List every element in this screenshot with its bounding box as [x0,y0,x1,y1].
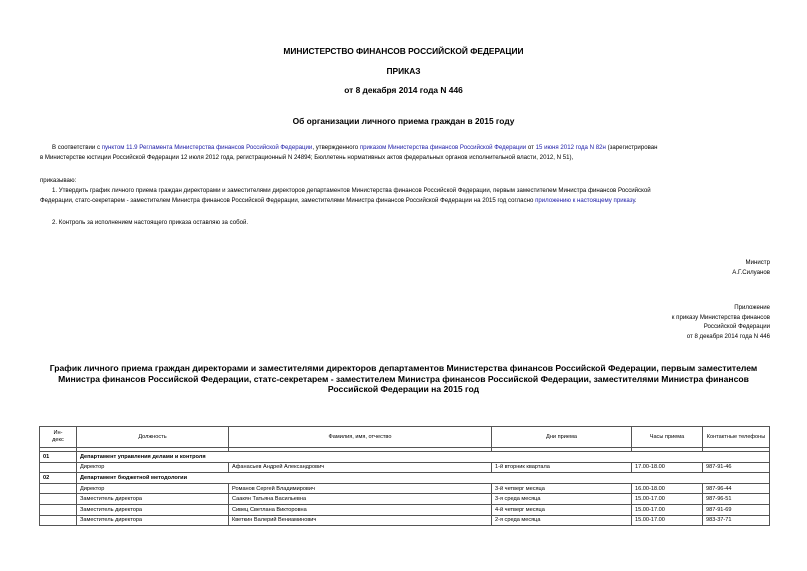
preamble-text: (зарегистрирован [605,144,658,151]
order-date-link[interactable]: 15 июня 2012 года N 82н [535,144,606,151]
cell-phone: 987-91-46 [703,462,770,473]
dept-index: 01 [40,452,77,463]
preamble-text: В соответствии с [52,144,102,151]
col-index-header: Ин- декс [40,427,77,448]
col-hours-header: Часы приема [632,427,703,448]
cell-phone: 987-91-69 [703,504,770,515]
schedule-table [39,426,770,526]
schedule-title [40,363,767,395]
col-phone-header: Контактные телефоны [703,427,770,448]
preamble-text: , утвержденного [312,144,360,151]
cell-hours: 15.00-17.00 [632,515,703,526]
cell-position: Директор [77,462,229,473]
cell-position: Директор [77,483,229,494]
cell-hours: 15.00-17.00 [632,504,703,515]
doc-date-number: от 8 декабря 2014 года N 446 [344,85,463,95]
doc-type: ПРИКАЗ [386,66,421,76]
cell-index [40,504,77,515]
col-days-header: Дни приема [492,427,632,448]
order-item-1-end: . [634,196,637,204]
order-item-1 [40,186,780,205]
table-row-dept [40,473,770,484]
order-link[interactable]: приказом Министерства финансов Российской Федерации [359,144,527,151]
schedule-title-line: Министра финансов Российской Федерации, статс-секретарем - заместителем Министра финансов Российской Федерации, заместителями Министра финансов [58,373,749,384]
cell-days: 4-й четверг месяца [492,504,632,515]
doc-subject: Об организации личного приема граждан в 2015 году [292,116,515,126]
cell-fio: Афанасьев Андрей Александрович [229,462,492,473]
table-row [40,504,770,515]
signature-name: А.Г.Силуанов [732,268,770,276]
appendix-note-line: Российской Федерации [703,323,770,331]
order-item-1-line1: 1. Утвердить график личного приема граждан директорами и заместителями директоров департаментов Министерства финансов Российской Федерации, первым заместителем Министра финансов Российской [52,187,651,194]
cell-phone: 987-96-51 [703,494,770,505]
preamble-line2: в Министерстве юстиции Российской Федерации 12 июля 2012 года, регистрационный N 24894; Бюллетень нормативных актов федеральных органов исполнительной власти, 2012, N 51), [40,153,574,161]
appendix-link[interactable]: приложению к настоящему приказу [535,196,635,204]
table-row [40,494,770,505]
cell-fio: Романов Сергей Владимирович [229,483,492,494]
table-header-row [40,427,770,448]
preamble-text: от [526,144,536,151]
col-position-header: Должность [77,427,229,448]
cell-position: Заместитель директора [77,515,229,526]
cell-days: 2-я среда месяца [492,515,632,526]
appendix-note [672,303,770,341]
cell-hours: 15.00-17.00 [632,494,703,505]
cell-hours: 16.00-18.00 [632,483,703,494]
table-row [40,515,770,526]
dept-index: 02 [40,473,77,484]
cell-hours: 17.00-18.00 [632,462,703,473]
table-row-dept [40,452,770,463]
cell-index [40,494,77,505]
dept-name: Департамент управления делами и контроля [77,452,770,463]
cell-fio: Сивец Светлана Викторовна [229,504,492,515]
regulation-link[interactable]: пунктом 11.9 Регламента Министерства финансов Российской Федерации [101,144,313,151]
table-row [40,462,770,473]
cell-position: Заместитель директора [77,494,229,505]
cell-position: Заместитель директора [77,504,229,515]
ministry-title: МИНИСТЕРСТВО ФИНАНСОВ РОССИЙСКОЙ ФЕДЕРАЦИИ [283,46,524,56]
cell-fio: Кветкин Валерий Вениаминович [229,515,492,526]
preamble [40,143,780,162]
signature-title: Министр [745,259,770,266]
order-item-2: 2. Контроль за исполнением настоящего приказа оставляю за собой. [52,219,249,226]
dept-name: Департамент бюджетной методологии [77,473,770,484]
table-row [40,483,770,494]
prikazyvayu: приказываю: [40,177,77,184]
appendix-note-line: Приложение [734,304,770,311]
appendix-note-line: от 8 декабря 2014 года N 446 [686,332,770,340]
appendix-note-line: к приказу Министерства финансов [671,313,770,321]
cell-phone: 987-96-44 [703,483,770,494]
cell-phone: 983-37-71 [703,515,770,526]
cell-index [40,483,77,494]
cell-index [40,462,77,473]
col-fio-header: Фамилия, имя, отчество [229,427,492,448]
signature [732,258,770,277]
schedule-title-line: Российской Федерации на 2015 год [327,384,480,395]
cell-fio: Саакян Татьяна Васильевна [229,494,492,505]
cell-days: 3-я среда месяца [492,494,632,505]
cell-days: 3-й четверг месяца [492,483,632,494]
order-item-1-text: Федерации, статс-секретарем - заместителем Министра финансов Российской Федерации, заместителями Министра финансов Российской Федерации на 2015 год согласно [40,196,536,204]
cell-index [40,515,77,526]
cell-days: 1-й вторник квартала [492,462,632,473]
schedule-title-line: График личного приема граждан директорами и заместителями директоров департаментов Министерства финансов Российской Федерации, первым заместителем [49,363,758,373]
